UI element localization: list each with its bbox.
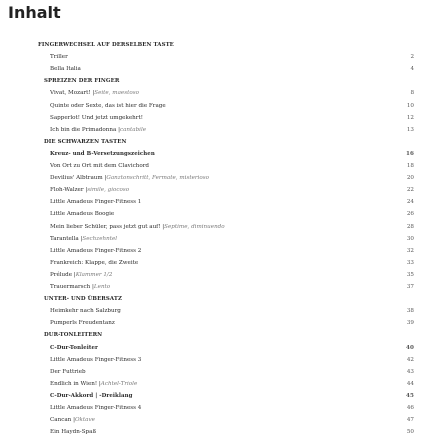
toc-page-number: 40 xyxy=(406,344,414,351)
toc-page-number: 4 xyxy=(410,66,414,73)
toc-entry xyxy=(50,223,414,232)
toc-section-heading xyxy=(50,344,414,353)
toc-entry-title: Der Futtrieb xyxy=(50,368,86,375)
toc-entry xyxy=(50,428,414,437)
toc-entry-title: Vivat, Mozart! | xyxy=(50,90,95,97)
toc-entry xyxy=(50,380,414,389)
page-title: Inhalt xyxy=(8,3,61,22)
toc-entry xyxy=(50,126,414,135)
toc-entry-title: Endlich in Wien! | xyxy=(50,380,101,387)
toc-entry-title: Sapperlot! Und jetzt umgekehrt! xyxy=(50,114,143,121)
toc-page-number: 46 xyxy=(406,405,414,411)
toc-page-number: 26 xyxy=(406,211,414,218)
toc-page-number: 44 xyxy=(406,380,414,387)
toc-entry-note: Seite, maestoso xyxy=(94,90,139,97)
toc-page-number: 38 xyxy=(406,308,414,315)
toc-entry-note: Oktave xyxy=(74,417,95,424)
toc-entry-note: Septime, diminuendo xyxy=(164,223,225,230)
toc-page-number: 13 xyxy=(406,126,414,133)
toc-page-number: 39 xyxy=(406,320,414,327)
toc-page-number: 18 xyxy=(406,163,414,169)
toc-entry-title: Ich bin die Primadonna | xyxy=(50,126,120,133)
toc-page-number: 16 xyxy=(406,150,414,157)
toc-entry-title: Little Amadeus Finger-Fitness 1 xyxy=(50,199,142,206)
toc-entry-title: Triller xyxy=(50,54,68,61)
toc-section-heading xyxy=(50,150,414,159)
toc-entry-title: Trauermarsch | xyxy=(50,284,94,290)
toc-entry-title: Kreuz- und B-Versetzungszeichen xyxy=(50,150,155,157)
toc-entry xyxy=(50,247,414,256)
toc-entry-title: Little Amadeus Finger-Fitness 3 xyxy=(50,356,142,363)
toc-page-number: 45 xyxy=(406,392,414,399)
toc-page-number: 47 xyxy=(406,417,414,424)
toc-entry xyxy=(50,89,414,98)
toc-entry xyxy=(50,210,414,219)
toc-entry xyxy=(50,283,414,292)
toc-page-number: 35 xyxy=(406,271,414,278)
toc-entry-note: Achtel-Triole xyxy=(100,380,138,387)
toc-entry-title: DUR-TONLEITERN xyxy=(44,332,103,339)
toc-entry-title: SPREIZEN DER FINGER xyxy=(44,78,120,85)
toc-entry-title: Cancan | xyxy=(50,417,75,424)
toc-entry-note: Klammer 1/2 xyxy=(75,271,113,278)
toc-entry-title: Pumperls Freudentanz xyxy=(50,320,115,327)
toc-section-heading xyxy=(50,392,414,401)
toc-page-number: 33 xyxy=(406,259,414,266)
toc-entry xyxy=(50,259,414,268)
toc-entry-title: Little Amadeus Boogie xyxy=(50,211,115,218)
toc-entry xyxy=(50,404,414,413)
toc-page-number: 24 xyxy=(406,199,414,206)
toc-entry-title: Bella Italia xyxy=(50,66,81,73)
toc-page-number: 32 xyxy=(406,247,414,254)
toc-page-number: 43 xyxy=(406,368,414,375)
toc-page-number: 10 xyxy=(406,102,414,109)
toc-entry xyxy=(50,307,414,316)
toc-entry-title: Little Amadeus Finger-Fitness 2 xyxy=(50,247,142,254)
toc-page-number: 37 xyxy=(406,284,414,290)
toc-page-number: 50 xyxy=(406,429,414,436)
toc-entry-title: C-Dur-Tonleiter xyxy=(50,344,98,351)
toc-entry-note: Lento xyxy=(93,284,111,290)
toc-section-heading xyxy=(44,331,414,340)
toc-page-number: 28 xyxy=(406,223,414,230)
toc-section-heading xyxy=(44,295,414,304)
toc-entry-title: C-Dur-Akkord | -Dreiklang xyxy=(50,392,133,399)
toc-entry-title: Little Amadeus Finger-Fitness 4 xyxy=(50,405,142,411)
toc-entry-note: simile, giocoso xyxy=(87,187,130,194)
toc-entry-title: Prélude | xyxy=(50,271,76,278)
toc-entry-title: FINGERWECHSEL AUF DERSELBEN TASTE xyxy=(38,42,174,48)
toc-section-heading xyxy=(44,77,414,86)
toc-page-number: 8 xyxy=(410,90,414,97)
toc-entry xyxy=(50,416,414,425)
toc-entry-title: Devilius' Albtraum | xyxy=(50,175,107,182)
toc-page-number: 2 xyxy=(410,54,414,61)
toc-entry xyxy=(50,174,414,183)
toc-page-number: 12 xyxy=(406,114,414,121)
toc-entry xyxy=(50,319,414,328)
toc-entry xyxy=(50,102,414,111)
toc-entry-title: Quinte oder Sexte, das ist hier die Frage xyxy=(50,102,166,109)
toc-entry-note: cantabile xyxy=(119,126,147,133)
toc-page-number: 20 xyxy=(406,175,414,182)
toc-entry-title: Ein Haydn-Spaß xyxy=(50,429,97,436)
toc-entry-title: Heimkehr nach Salzburg xyxy=(50,308,121,315)
toc-section-heading xyxy=(44,138,414,147)
toc-entry xyxy=(50,53,414,62)
toc-section-heading xyxy=(38,41,414,50)
toc-entry-note: Ganztonschritt, Fermate, misterioso xyxy=(106,175,209,182)
toc-entry xyxy=(50,114,414,123)
toc-entry-title: UNTER- UND ÜBERSATZ xyxy=(44,296,122,303)
toc-entry-title: DIE SCHWARZEN TASTEN xyxy=(44,138,127,145)
toc-page-number: 42 xyxy=(406,356,414,363)
toc-entry xyxy=(50,356,414,365)
toc-entry xyxy=(50,235,414,244)
toc-entry xyxy=(50,368,414,377)
toc-entry xyxy=(50,186,414,195)
toc-entry-title: Von Ort zu Ort mit dem Clavichord xyxy=(50,163,149,169)
toc-entry-title: Floh-Walzer | xyxy=(50,187,88,194)
toc-entry xyxy=(50,198,414,207)
toc-entry-note: Sechzehntel xyxy=(82,235,118,242)
toc-entry-title: Tarantella | xyxy=(50,235,83,242)
toc-page-number: 22 xyxy=(406,187,414,194)
toc-entry-title: Frankreich: Klappe, die Zweite xyxy=(50,259,139,266)
toc-entry xyxy=(50,65,414,74)
toc-entry xyxy=(50,162,414,171)
toc-entry xyxy=(50,271,414,280)
toc-page-number: 30 xyxy=(406,235,414,242)
toc-entry-title: Mein lieber Schüler, pass jetzt gut auf! | xyxy=(50,223,165,230)
